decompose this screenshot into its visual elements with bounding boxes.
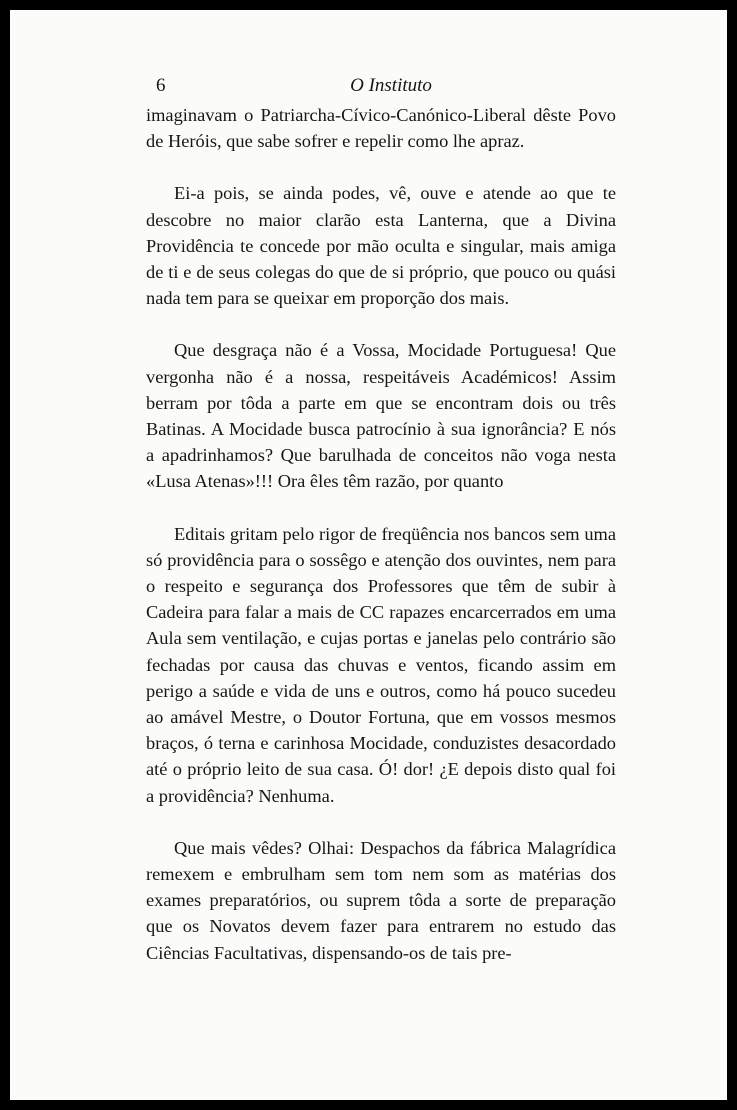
paragraph-editais: Editais gritam pelo rigor de freqüência nos bancos sem uma só providência para o sossêgo e atenção dos ouvintes, nem para o respeito e segurança dos Professores que têm de subir à Cadeira para falar a mais de CC rapazes encarcerrados em uma Aula sem ventilação, e cujas portas e janelas pelo contrário são fechadas por causa das chuvas e ventos, ficando assim em perigo a saúde e vida de uns e outros, como há pouco sucedeu ao amável Mestre, o Doutor Fortuna, que em vossos mesmos braços, ó terna e carinhosa Mocidade, conduzistes desacordado até o próprio leito de sua casa. Ó! dor! ¿E depois disto qual foi a providência? Nenhuma. — [146, 523, 616, 806]
paragraph-despachos: Que mais vêdes? Olhai: Despachos da fábrica Malagrídica remexem e embrulham sem tom nem som as matérias dos exames preparatórios, ou suprem tôda a sorte de preparação que os Novatos devem fazer para entrarem no estudo das Ciências Facultativas, dispensando-os de tais pre- — [146, 837, 616, 963]
running-title: O Instituto — [350, 75, 432, 96]
paragraph-lanterna: Ei-a pois, se ainda podes, vê, ouve e atende ao que te descobre no maior clarão esta Lanterna, que a Divina Providência te concede por mão oculta e singular, mais amiga de ti e de seus colegas do que de si próprio, que pouco ou quási nada tem para se queixar em proporção dos mais. — [146, 183, 616, 309]
page-header — [156, 75, 626, 105]
paragraph-continued: imaginavam o Patriarcha-Cívico-Canónico-Liberal dêste Povo de Heróis, que sabe sofrer e repelir como lhe apraz. — [146, 105, 616, 152]
body-text — [146, 102, 616, 992]
page-number: 6 — [156, 75, 166, 96]
paragraph-mocidade: Que desgraça não é a Vossa, Mocidade Portuguesa! Que vergonha não é a nossa, respeitáveis Académicos! Assim berram por tôda a parte em que se encontram dois ou três Batinas. A Mocidade busca patrocínio à sua ignorância? E nós a apadrinhamos? Que barulhada de conceitos não voga nesta «Lusa Atenas»!!! Ora êles têm razão, por quanto — [146, 340, 616, 492]
